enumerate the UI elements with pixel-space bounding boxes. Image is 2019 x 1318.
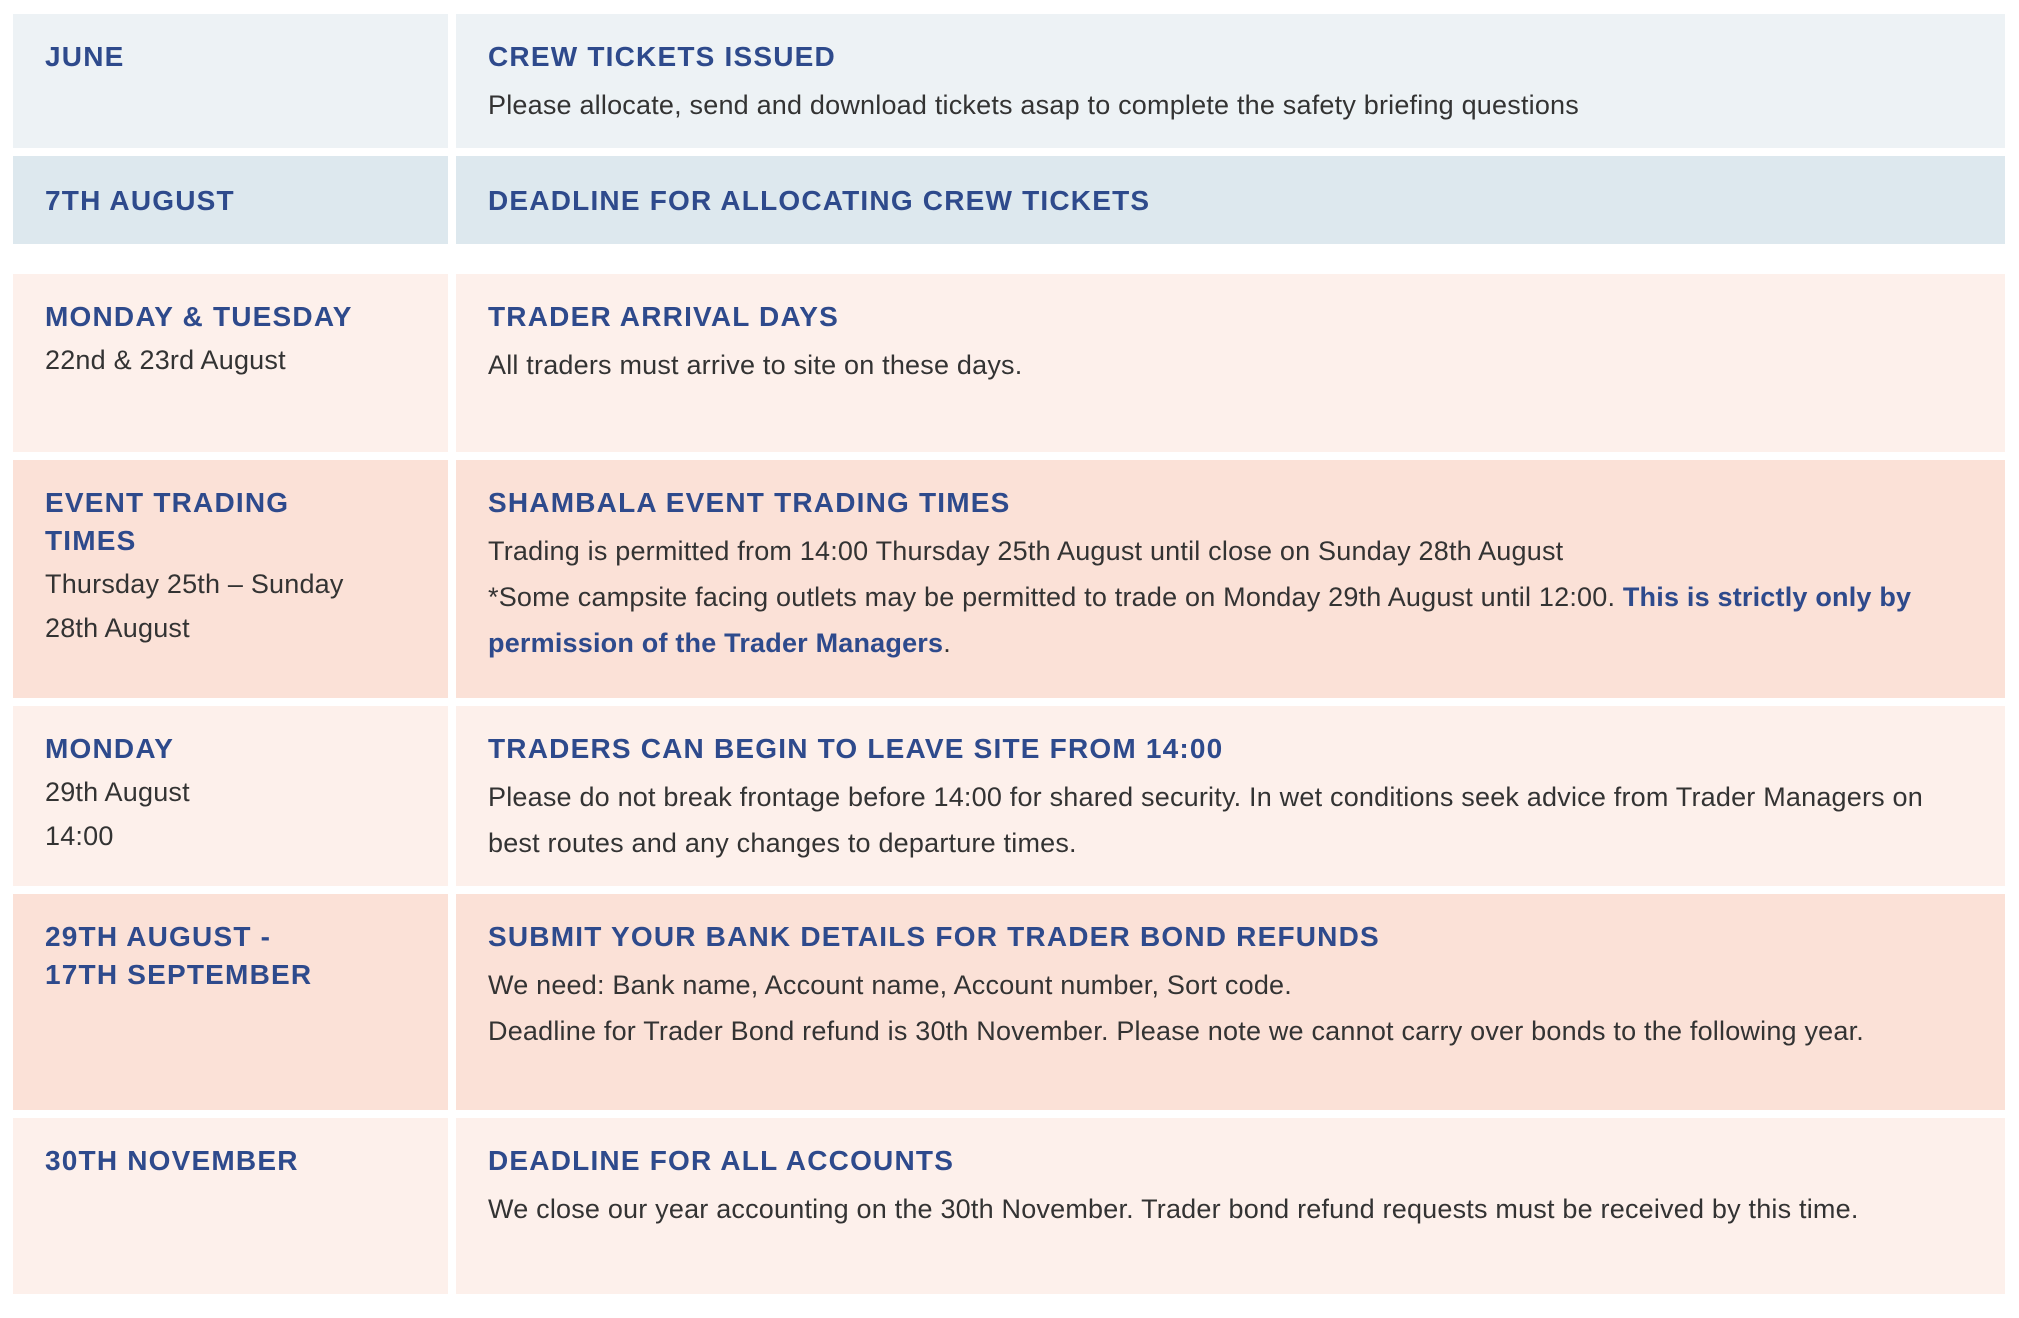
row-bank-details [13,894,2005,1110]
row-body [488,528,1973,666]
body-text-normal: *Some campsite facing outlets may be permitted to trade on Monday 29th August until 12:00. [488,582,1623,612]
date-line: TIMES [45,525,137,556]
description-cell-bank-details [456,894,2005,1110]
body-text-emphasis: This is strictly only by permission of the Trader Managers [488,582,1912,658]
date-label [45,484,416,560]
body-paragraph: Please do not break frontage before 14:00 for shared security. In wet conditions seek advice from Trader Managers on best routes and any changes to departure times. [488,782,1923,858]
date-line: 7TH AUGUST [45,185,235,216]
date-label [45,298,416,336]
body-paragraph: All traders must arrive to site on these days. [488,350,1023,380]
body-text-normal: . [943,628,951,658]
description-cell-trading-times [456,460,2005,698]
row-event-trading-times [13,460,2005,698]
description-cell-crew-tickets [456,14,2005,148]
description-cell-arrival-days [456,274,2005,452]
date-label [45,182,416,220]
date-label [45,730,416,768]
date-label [45,38,416,76]
date-cell-accounts-deadline [13,1118,448,1294]
body-paragraph [488,574,1973,666]
date-sub-label [45,770,416,858]
description-cell-crew-deadline [456,156,2005,244]
row-accounts-deadline [13,1118,2005,1294]
description-cell-leave-site [456,706,2005,886]
row-title: CREW TICKETS ISSUED [488,41,836,72]
date-label [45,1142,416,1180]
row-title: TRADER ARRIVAL DAYS [488,301,840,332]
date-sub-label [45,562,416,650]
date-sub-line: 28th August [45,613,190,643]
row-body [488,342,1973,388]
row-body [488,82,1973,128]
row-body [488,774,1973,866]
date-line: MONDAY & TUESDAY [45,301,353,332]
date-line: EVENT TRADING [45,487,290,518]
date-cell-7th-august [13,156,448,244]
body-paragraph: Please allocate, send and download tickets asap to complete the safety briefing questions [488,90,1579,120]
date-sub-line: 22nd & 23rd August [45,345,286,375]
body-paragraph: We need: Bank name, Account name, Account number, Sort code. [488,970,1292,1000]
date-cell-leave-site [13,706,448,886]
row-title: DEADLINE FOR ALL ACCOUNTS [488,1145,955,1176]
row-leave-site [13,706,2005,886]
row-body [488,962,1973,1054]
row-title: DEADLINE FOR ALLOCATING CREW TICKETS [488,185,1151,216]
date-cell-june [13,14,448,148]
date-line: 30TH NOVEMBER [45,1145,299,1176]
date-sub-line: 14:00 [45,821,114,851]
date-cell-bank-details [13,894,448,1110]
row-june [13,14,2005,148]
row-7th-august [13,156,2005,244]
body-paragraph: Deadline for Trader Bond refund is 30th November. Please note we cannot carry over bonds to the following year. [488,1016,1864,1046]
date-line: 17TH SEPTEMBER [45,959,313,990]
date-label [45,918,416,994]
row-trader-arrival [13,274,2005,452]
date-sub-line: Thursday 25th – Sunday [45,569,344,599]
date-sub-label [45,338,416,382]
date-line: MONDAY [45,733,175,764]
date-sub-line: 29th August [45,777,190,807]
row-body [488,1186,1973,1232]
row-title: SUBMIT YOUR BANK DETAILS FOR TRADER BOND REFUNDS [488,921,1380,952]
date-line: JUNE [45,41,125,72]
date-line: 29TH AUGUST - [45,921,272,952]
row-title: TRADERS CAN BEGIN TO LEAVE SITE FROM 14:00 [488,733,1224,764]
date-cell-trading-times [13,460,448,698]
date-cell-arrival-days [13,274,448,452]
description-cell-accounts-deadline [456,1118,2005,1294]
row-title: SHAMBALA EVENT TRADING TIMES [488,487,1011,518]
body-paragraph: Trading is permitted from 14:00 Thursday 25th August until close on Sunday 28th August [488,536,1564,566]
body-paragraph: We close our year accounting on the 30th November. Trader bond refund requests must be received by this time. [488,1194,1859,1224]
